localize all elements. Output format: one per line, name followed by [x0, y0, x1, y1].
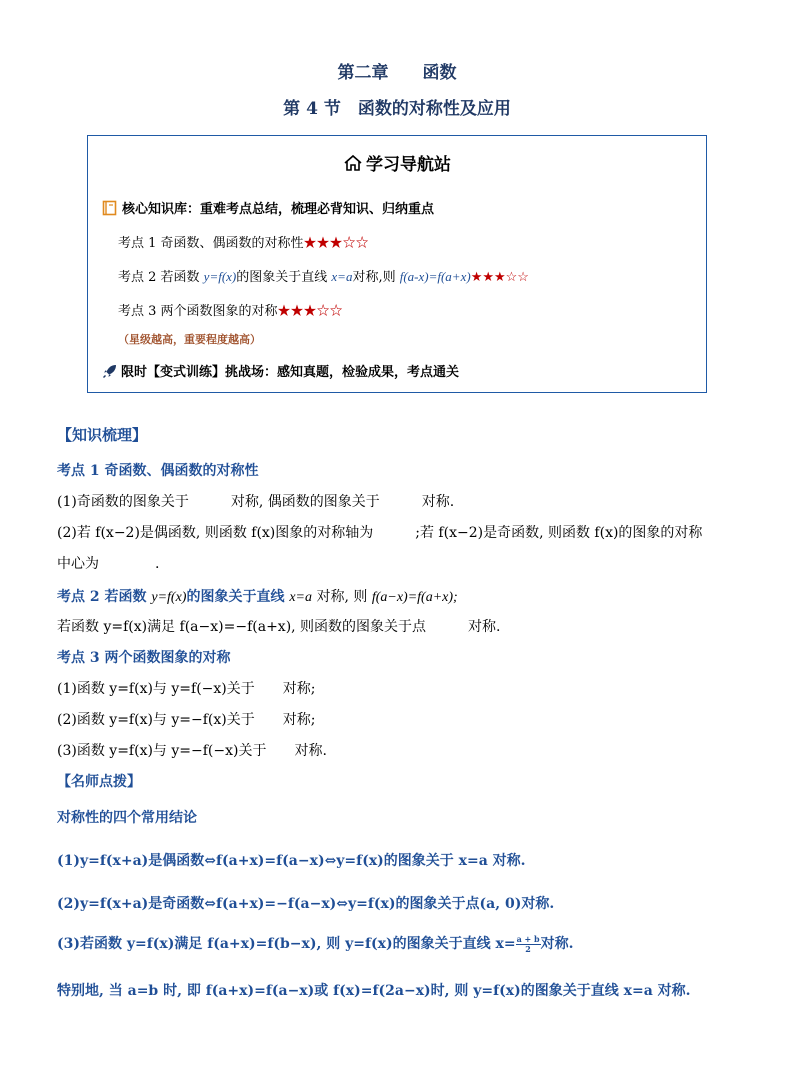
rocket-icon: [102, 363, 118, 379]
kp3-line-1: (1)函数 y=f(x)与 y=f(−x)关于 对称;: [57, 681, 316, 697]
conclusion-3: (3)若函数 y=f(x)满足 f(a+x)=f(b−x), 则 y=f(x)的图象关于直线 x= $\frac{a + b}{2}$ 对称.: [57, 933, 574, 954]
fraction-a-plus-b-over-2: $\frac{a + b}{2}$: [516, 933, 540, 954]
stars-filled: ★★★: [303, 236, 343, 251]
study-navigation-box: [87, 135, 707, 393]
kp3-title: 考点 3 两个函数图象的对称: [57, 650, 231, 666]
kp1-title: 考点 1 奇函数、偶函数的对称性: [57, 463, 259, 479]
conclusion-1: (1)y=f(x+a)是偶函数⇔f(a+x)=f(a−x)⇔y=f(x)的图象关于 x=a 对称.: [57, 853, 526, 869]
stars-filled: ★★★: [277, 304, 317, 319]
kp2-line-1: 若函数 y=f(x)满足 f(a−x)=−f(a+x), 则函数的图象关于点 对称.: [57, 619, 501, 635]
stars-filled: ★★★: [470, 270, 506, 285]
stars-empty: ☆☆: [342, 236, 369, 251]
conclusion-2: (2)y=f(x+a)是奇函数⇔f(a+x)=−f(a−x)⇔y=f(x)的图象关于点(a, 0)对称.: [57, 896, 555, 912]
conclusion-4: 特别地, 当 a=b 时, 即 f(a+x)=f(a−x)或 f(x)=f(2a−x)时, 则 y=f(x)的图象关于直线 x=a 对称.: [57, 983, 691, 999]
core-knowledge-line: 核心知识库：重难考点总结，梳理必背知识、归纳重点: [102, 198, 434, 217]
tips-subheading: 对称性的四个常用结论: [57, 810, 197, 826]
chapter-title: 第二章 函数: [337, 63, 457, 83]
kp1-line-1: (1)奇函数的图象关于 对称, 偶函数的图象关于 对称.: [57, 494, 455, 510]
stars-empty: ☆☆: [316, 304, 343, 319]
nav-point-3: 考点 3 两个函数图象的对称★★★☆☆: [118, 304, 343, 319]
stars-empty: ☆☆: [505, 270, 529, 285]
book-icon: [102, 200, 118, 216]
tips-heading: 【名师点拨】: [57, 774, 141, 790]
importance-note: （星级越高，重要程度越高）: [118, 333, 261, 346]
nav-point-1: 考点 1 奇函数、偶函数的对称性★★★☆☆: [118, 236, 369, 251]
knowledge-heading: 【知识梳理】: [57, 426, 148, 444]
training-line: 限时【变式训练】挑战场：感知真题，检验成果，考点通关: [102, 361, 459, 380]
kp3-line-3: (3)函数 y=f(x)与 y=−f(−x)关于 对称.: [57, 743, 327, 759]
nav-point-2: 考点 2 若函数 y=f(x)的图象关于直线 x=a对称,则 f(a-x)=f(a+x)★★★☆☆: [118, 269, 529, 285]
nav-title: 学习导航站: [88, 150, 706, 175]
kp2-title: 考点 2 若函数 y=f(x)的图象关于直线 x=a 对称, 则 f(a−x)=f(a+x);: [57, 589, 458, 605]
kp3-line-2: (2)函数 y=f(x)与 y=−f(x)关于 对称;: [57, 712, 316, 728]
home-icon: [343, 154, 363, 172]
kp1-line-3: 中心为 .: [57, 556, 160, 572]
kp1-line-2: (2)若 f(x−2)是偶函数, 则函数 f(x)图象的对称轴为 ;若 f(x−2)是奇函数, 则函数 f(x)的图象的对称: [57, 525, 703, 541]
section-title: 第 4 节 函数的对称性及应用: [283, 99, 511, 119]
